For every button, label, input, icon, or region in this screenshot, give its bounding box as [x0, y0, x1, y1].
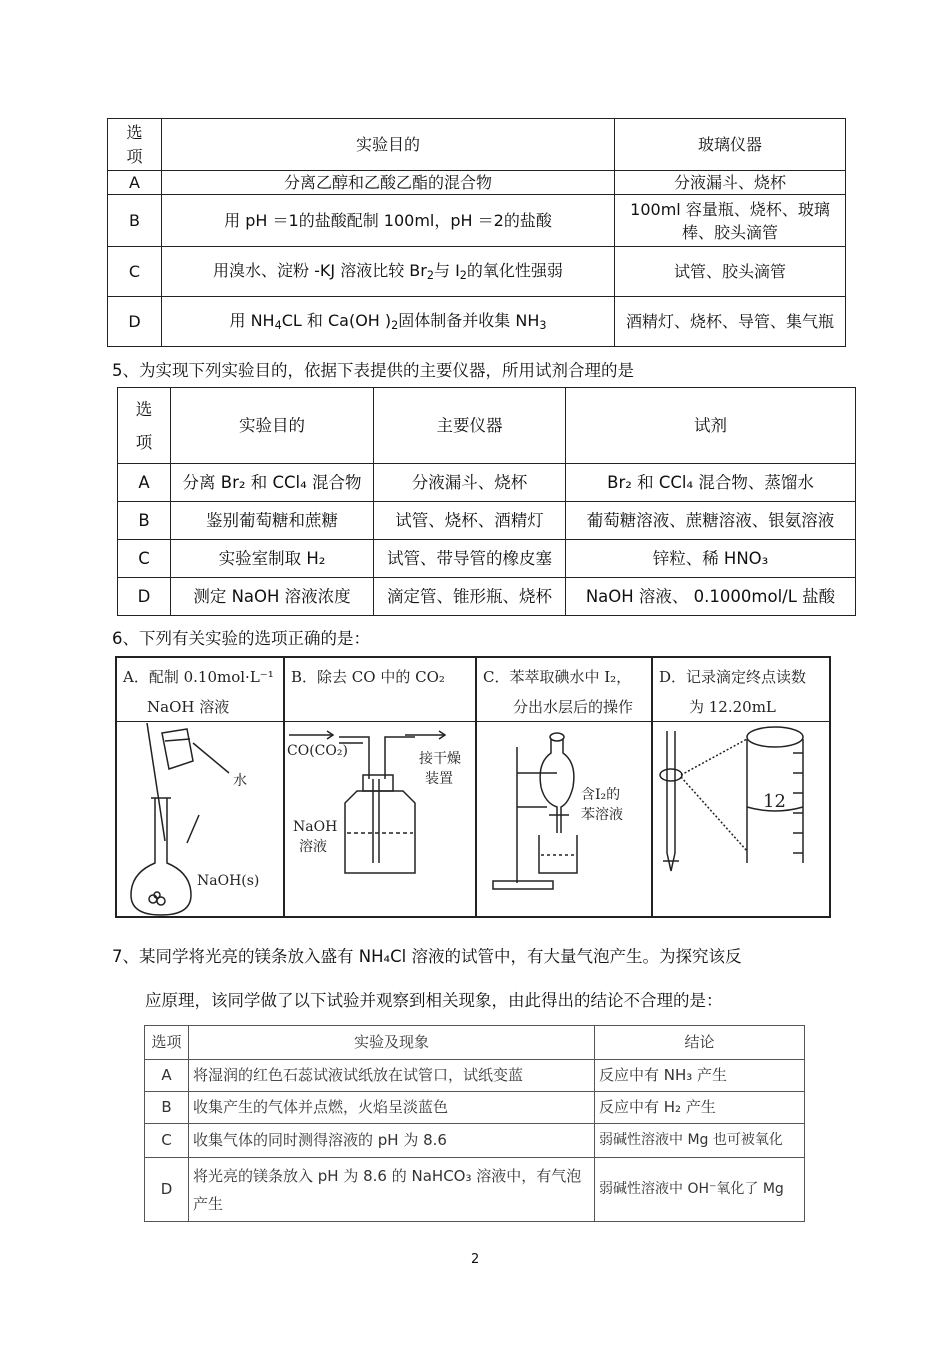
- caption-c-line1: C．苯萃取碘水中 I₂，: [483, 668, 632, 686]
- table-header-row: [108, 119, 846, 171]
- separatory-funnel-illustration: [477, 723, 651, 918]
- header-option: 选项: [145, 1026, 189, 1060]
- row-purpose: 测定 NaOH 溶液浓度: [171, 578, 374, 616]
- label-water: 水: [233, 773, 247, 789]
- caption-a-line2: NaOH 溶液: [147, 698, 230, 716]
- row-conclusion: 反应中有 NH₃ 产生: [595, 1060, 805, 1092]
- label-naoh: NaOH: [293, 819, 338, 835]
- row-purpose: 鉴别葡萄糖和蔗糖: [171, 502, 374, 540]
- table-row: [118, 464, 856, 502]
- row-option: C: [108, 247, 162, 297]
- row-option: D: [145, 1158, 189, 1222]
- caption-d-line1: D．记录滴定终点读数: [659, 668, 807, 686]
- header-glassware: 玻璃仪器: [615, 119, 846, 171]
- table-row: [145, 1158, 805, 1222]
- row-purpose: 用溴水、淀粉 -KJ 溶液比较 $Br_2$与 $I_2$的氧化性强弱: [162, 247, 615, 297]
- row-glassware: 100ml 容量瓶、烧杯、玻璃棒、胶头滴管: [615, 195, 846, 247]
- row-purpose: 分离 Br₂ 和 CCl₄ 混合物: [171, 464, 374, 502]
- caption-c-line2: 分出水层后的操作: [513, 698, 634, 716]
- table-row: [108, 247, 846, 297]
- row-option: D: [108, 297, 162, 347]
- row-option: B: [145, 1092, 189, 1124]
- table-row: [118, 540, 856, 578]
- burette-reading-illustration: [653, 723, 827, 918]
- caption-b-line1: B．除去 CO 中的 CO₂: [291, 668, 445, 686]
- row-option: D: [118, 578, 171, 616]
- question-6-text: 6、下列有关实验的选项正确的是：: [112, 629, 370, 648]
- conclusion-table-q7: [144, 1025, 805, 1222]
- row-conclusion: 弱碱性溶液中 OH⁻氧化了 Mg: [595, 1158, 805, 1222]
- table-row: [118, 578, 856, 616]
- experiment-figure-grid: [115, 656, 831, 918]
- label-solution: 溶液: [299, 839, 327, 855]
- header-option: 选 项: [118, 388, 171, 464]
- volumetric-flask-illustration: [117, 723, 283, 918]
- page-number: 2: [471, 1252, 480, 1267]
- table-row: [145, 1124, 805, 1158]
- table-row: [108, 171, 846, 195]
- row-apparatus: 分液漏斗、烧杯: [374, 464, 566, 502]
- label-benzene-solution: 苯溶液: [581, 807, 623, 823]
- table-row: [108, 195, 846, 247]
- row-experiment: 收集气体的同时测得溶液的 pH 为 8.6: [189, 1124, 595, 1158]
- row-glassware: 分液漏斗、烧杯: [615, 171, 846, 195]
- row-glassware: 试管、胶头滴管: [615, 247, 846, 297]
- row-reagent: NaOH 溶液、 0.1000mol/L 盐酸: [566, 578, 856, 616]
- row-purpose: 实验室制取 H₂: [171, 540, 374, 578]
- table-row: [145, 1060, 805, 1092]
- row-reagent: Br₂ 和 CCl₄ 混合物、蒸馏水: [566, 464, 856, 502]
- label-iodine-in: 含I₂的: [581, 787, 621, 803]
- label-co-co2: CO(CO₂): [287, 743, 348, 759]
- row-experiment: 将光亮的镁条放入 pH 为 8.6 的 NaHCO₃ 溶液中，有气泡产生: [189, 1158, 595, 1222]
- row-option: C: [118, 540, 171, 578]
- header-purpose: 实验目的: [162, 119, 615, 171]
- header-conclusion: 结论: [595, 1026, 805, 1060]
- gas-washing-bottle-illustration: [285, 723, 475, 918]
- row-purpose: 分离乙醇和乙酸乙酯的混合物: [162, 171, 615, 195]
- row-option: C: [145, 1124, 189, 1158]
- row-reagent: 锌粒、稀 HNO₃: [566, 540, 856, 578]
- header-option: 选 项: [108, 119, 162, 171]
- row-conclusion: 弱碱性溶液中 Mg 也可被氧化: [595, 1124, 805, 1158]
- header-purpose: 实验目的: [171, 388, 374, 464]
- row-option: A: [145, 1060, 189, 1092]
- header-experiment: 实验及现象: [189, 1026, 595, 1060]
- figure-cell-b: [285, 658, 477, 916]
- row-option: A: [118, 464, 171, 502]
- row-option: B: [108, 195, 162, 247]
- table-header-row: [118, 388, 856, 464]
- reagent-table-q5: [117, 387, 856, 616]
- row-purpose: 用 $NH_4CL$ 和 Ca(OH )$_2$固体制备并收集 $NH_3$: [162, 297, 615, 347]
- row-reagent: 葡萄糖溶液、蔗糖溶液、银氨溶液: [566, 502, 856, 540]
- row-apparatus: 滴定管、锥形瓶、烧杯: [374, 578, 566, 616]
- row-purpose: 用 pH ＝1的盐酸配制 100ml，pH ＝2的盐酸: [162, 195, 615, 247]
- figure-cell-a: [117, 658, 285, 916]
- table-header-row: [145, 1026, 805, 1060]
- table-row: [118, 502, 856, 540]
- question-7-text-line1: 7、某同学将光亮的镁条放入盛有 NH₄Cl 溶液的试管中，有大量气泡产生。为探究该反: [112, 947, 742, 966]
- row-option: B: [118, 502, 171, 540]
- row-experiment: 将湿润的红色石蕊试液试纸放在试管口，试纸变蓝: [189, 1060, 595, 1092]
- row-apparatus: 试管、烧杯、酒精灯: [374, 502, 566, 540]
- figure-cell-c: [477, 658, 653, 916]
- label-naoh-solid: NaOH(s): [197, 873, 260, 889]
- caption-d-line2: 为 12.20mL: [689, 698, 776, 716]
- figure-cell-d: [653, 658, 829, 916]
- table-row: [108, 297, 846, 347]
- caption-a-line1: A．配制 0.10mol·L⁻¹: [123, 668, 274, 686]
- row-conclusion: 反应中有 H₂ 产生: [595, 1092, 805, 1124]
- label-device: 装置: [425, 771, 453, 787]
- row-option: A: [108, 171, 162, 195]
- header-apparatus: 主要仪器: [374, 388, 566, 464]
- label-to-dryer: 接干燥: [419, 751, 461, 767]
- table-row: [145, 1092, 805, 1124]
- apparatus-table-1: [107, 118, 846, 347]
- question-7-text-line2: 应原理，该同学做了以下试验并观察到相关现象，由此得出的结论不合理的是：: [145, 991, 723, 1010]
- row-glassware: 酒精灯、烧杯、导管、集气瓶: [615, 297, 846, 347]
- row-experiment: 收集产生的气体并点燃，火焰呈淡蓝色: [189, 1092, 595, 1124]
- label-12: 12: [763, 791, 786, 812]
- header-reagent: 试剂: [566, 388, 856, 464]
- row-apparatus: 试管、带导管的橡皮塞: [374, 540, 566, 578]
- question-5-text: 5、为实现下列实验目的，依据下表提供的主要仪器，所用试剂合理的是: [112, 361, 634, 380]
